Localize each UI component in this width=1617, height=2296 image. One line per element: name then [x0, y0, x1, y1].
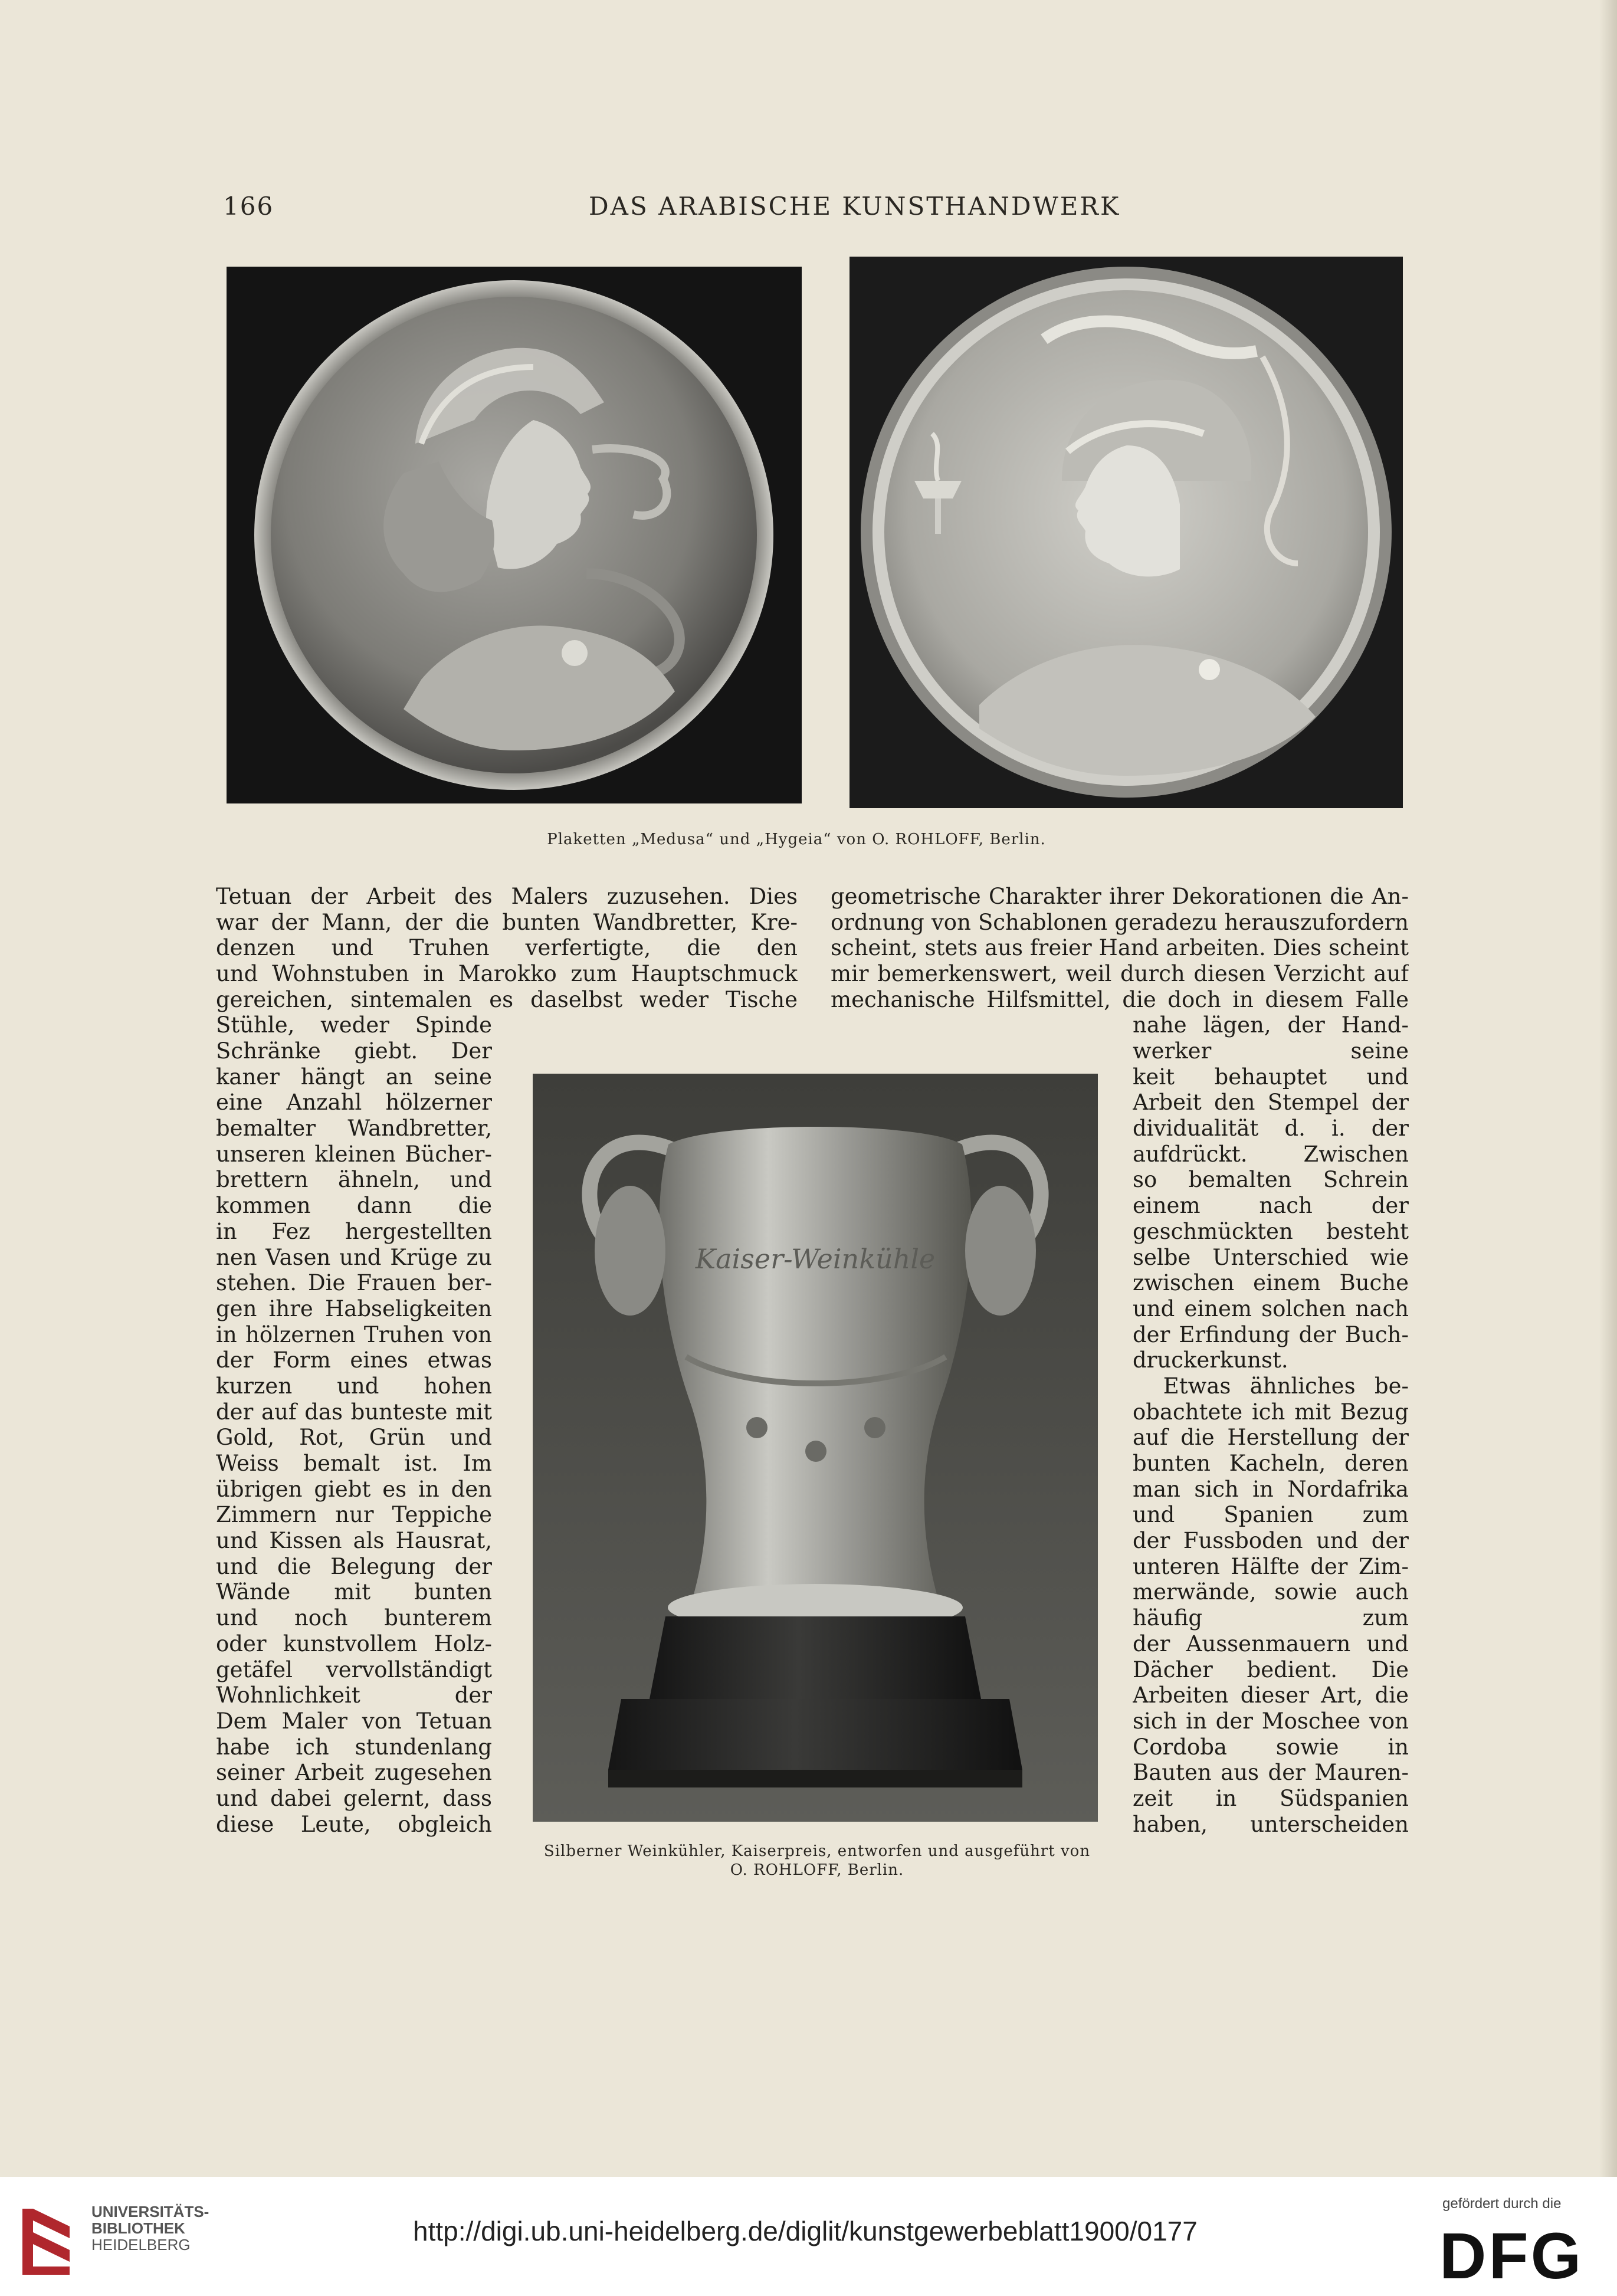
text-line: Dächer bedient. Die — [1133, 1657, 1409, 1682]
text-line: kurzen und hohen — [216, 1373, 492, 1399]
page-number: 166 — [223, 192, 274, 221]
text-line: eine Anzahl hölzerner — [216, 1090, 492, 1116]
text-line: Gold, Rot, Grün und — [216, 1425, 492, 1451]
text-line: Tetuan der Arbeit des Malers zuzusehen. Dies — [216, 884, 798, 909]
text-line: und Spanien zum — [1133, 1502, 1409, 1528]
text-line: keit behauptet und — [1133, 1064, 1409, 1090]
text-line: zeit in Südspanien — [1133, 1785, 1409, 1811]
text-line: Stühle, weder Spinde — [216, 1012, 492, 1038]
text-line: unteren Hälfte der Zim- — [1133, 1553, 1409, 1579]
text-line: kaner hängt an seine — [216, 1064, 492, 1090]
text-line: mir bemerkenswert, weil durch diesen Verzicht auf — [831, 961, 1409, 987]
cooler-caption-line: O. ROHLOFF, Berlin. — [730, 1861, 904, 1879]
text-line: scheint, stets aus freier Hand arbeiten. Dies scheint — [831, 935, 1409, 961]
running-head: DAS ARABISCHE KUNSTHANDWERK — [589, 192, 1121, 221]
text-line: in hölzernen Truhen von — [216, 1321, 492, 1347]
library-name-line: HEIDELBERG — [91, 2236, 191, 2254]
text-line: der Aussenmauern und — [1133, 1631, 1409, 1657]
text-line: in Fez hergestellten — [216, 1218, 492, 1244]
wine-cooler-photo — [533, 1074, 1098, 1822]
text-line: der Erfindung der Buch- — [1133, 1321, 1409, 1347]
text-line: Weiss bemalt ist. Im — [216, 1451, 492, 1476]
text-line: druckerkunst. — [1133, 1347, 1288, 1373]
text-line: der Fussboden und der — [1133, 1528, 1409, 1554]
text-line: werker seine — [1133, 1038, 1409, 1064]
text-line: unseren kleinen Bücher- — [216, 1141, 492, 1167]
text-line: mechanische Hilfsmittel, die doch in diesem Falle — [831, 986, 1409, 1012]
text-line: und Wohnstuben in Marokko zum Hauptschmuck — [216, 961, 798, 987]
text-line: geometrische Charakter ihrer Dekorationen die An- — [831, 884, 1409, 909]
text-line: kommen dann die — [216, 1193, 492, 1219]
text-line: war der Mann, der die bunten Wandbretter, Kre- — [216, 909, 798, 935]
text-line: brettern ähneln, und — [216, 1167, 492, 1193]
text-line: dividualität d. i. der — [1133, 1116, 1409, 1142]
text-line: stehen. Die Frauen ber- — [216, 1270, 492, 1296]
text-line: einem nach der — [1133, 1193, 1409, 1219]
cooler-engraving: Kaiser-Weinkühle — [695, 1243, 936, 1275]
text-line: merwände, sowie auch — [1133, 1579, 1409, 1605]
text-line: und Kissen als Hausrat, — [216, 1528, 492, 1554]
library-name — [91, 2203, 209, 2253]
text-line: oder kunstvollem Holz- — [216, 1631, 492, 1657]
text-line: Zimmern nur Teppiche — [216, 1502, 492, 1528]
library-name-line: BIBLIOTHEK — [91, 2219, 185, 2237]
text-line: häufig zum — [1133, 1605, 1409, 1631]
text-line: man sich in Nordafrika — [1133, 1476, 1409, 1502]
text-line: bunten Kacheln, deren — [1133, 1451, 1409, 1476]
cooler-caption-line: Silberner Weinkühler, Kaiserpreis, entworfen und ausgeführt von — [543, 1842, 1091, 1860]
text-line: Wohnlichkeit der — [216, 1682, 492, 1708]
text-line: gen ihre Habseligkeiten — [216, 1295, 492, 1321]
text-line: und einem solchen nach — [1133, 1295, 1409, 1321]
text-left-top — [216, 884, 798, 1038]
text-left-column — [216, 1038, 492, 1837]
text-right-top — [831, 884, 1409, 1038]
text-line: habe ich stundenlang — [216, 1734, 492, 1760]
text-line: nahe lägen, der Hand- — [1133, 1012, 1409, 1038]
text-line: Wände mit bunten — [216, 1579, 492, 1605]
text-line: sich in der Moschee von — [1133, 1708, 1409, 1734]
text-line: obachtete ich mit Bezug — [1133, 1399, 1409, 1425]
text-line: seiner Arbeit zugesehen — [216, 1760, 492, 1786]
plaques-caption: Plaketten „Medusa“ und „Hygeia“ von O. ROHLOFF, Berlin. — [547, 831, 1046, 848]
text-line: zwischen einem Buche — [1133, 1270, 1409, 1296]
library-name-line: UNIVERSITÄTS- — [91, 2203, 209, 2220]
page-edge-shadow — [1599, 0, 1617, 2177]
funded-by-label: gefördert durch die — [1442, 2196, 1562, 2212]
digital-object-url[interactable]: http://digi.ub.uni-heidelberg.de/diglit/kunstgewerbeblatt1900/0177 — [413, 2216, 1198, 2246]
text-line: Arbeit den Stempel der — [1133, 1090, 1409, 1116]
hygeia-plaque-image — [850, 257, 1403, 808]
university-library-logo-icon — [17, 2197, 87, 2279]
text-line: selbe Unterschied wie — [1133, 1244, 1409, 1270]
text-line: der Form eines etwas — [216, 1347, 492, 1373]
text-line: denzen und Truhen verfertigte, die den — [216, 935, 798, 961]
text-line: haben, unterscheiden — [1133, 1811, 1409, 1837]
text-line: so bemalten Schrein — [1133, 1167, 1409, 1193]
text-line: auf die Herstellung der — [1133, 1425, 1409, 1451]
text-line: aufdrückt. Zwischen — [1133, 1141, 1409, 1167]
dfg-logo: DFG — [1439, 2220, 1584, 2292]
text-line: Bauten aus der Mauren- — [1133, 1760, 1409, 1786]
text-line: und die Belegung der — [216, 1553, 492, 1579]
text-line: und noch bunterem — [216, 1605, 492, 1631]
text-line: gereichen, sintemalen es daselbst weder Tische — [216, 986, 798, 1012]
text-line: Schränke giebt. Der — [216, 1038, 492, 1064]
text-line: Dem Maler von Tetuan — [216, 1708, 492, 1734]
text-line: übrigen giebt es in den — [216, 1476, 492, 1502]
text-right-column — [1133, 1038, 1409, 1837]
text-line: diese Leute, obgleich — [216, 1811, 492, 1837]
text-line: ordnung von Schablonen geradezu herauszufordern — [831, 909, 1409, 935]
text-line: und dabei gelernt, dass — [216, 1785, 492, 1811]
text-line: bemalter Wandbretter, — [216, 1116, 492, 1142]
text-line: Cordoba sowie in — [1133, 1734, 1409, 1760]
text-line: nen Vasen und Krüge zu — [216, 1244, 492, 1270]
medusa-plaque-image — [227, 267, 802, 803]
text-line: Arbeiten dieser Art, die — [1133, 1682, 1409, 1708]
text-line: getäfel vervollständigt — [216, 1657, 492, 1682]
text-line: Etwas ähnliches be- — [1163, 1373, 1409, 1399]
cooler-caption — [531, 1842, 1103, 1880]
text-line: der auf das bunteste mit — [216, 1399, 492, 1425]
text-line: geschmückten besteht — [1133, 1218, 1409, 1244]
